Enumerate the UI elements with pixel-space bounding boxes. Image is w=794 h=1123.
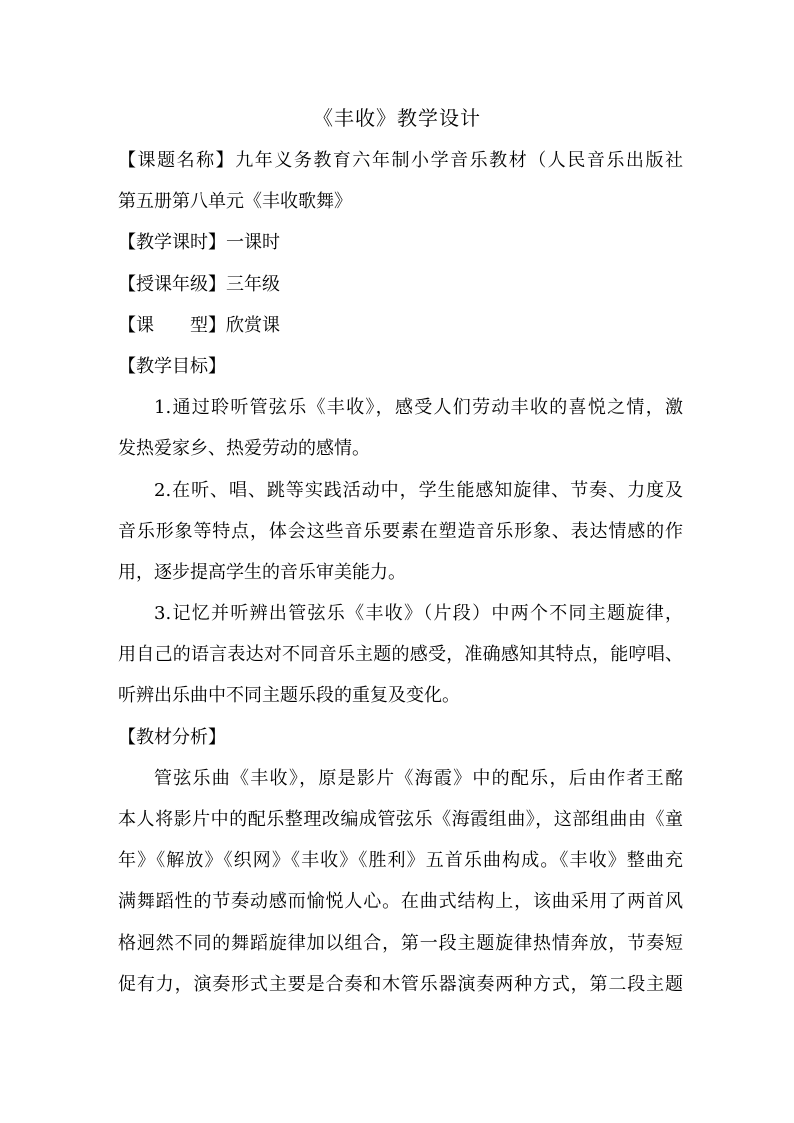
course-name-line-1: 【课题名称】九年义务教育六年制小学音乐教材（人民音乐出版社 bbox=[118, 150, 683, 171]
lesson-type bbox=[118, 305, 683, 346]
lesson-hours: 【教学课时】一课时 bbox=[118, 232, 280, 254]
analysis-line-4: 满舞蹈性的节奏动感而愉悦人心。在曲式结构上，该曲采用了两首风 bbox=[118, 891, 683, 913]
analysis-heading: 【教材分析】 bbox=[118, 726, 226, 748]
objectives-heading: 【教学目标】 bbox=[118, 355, 226, 377]
course-name-line-2: 第五册第八单元《丰收歌舞》 bbox=[118, 191, 352, 213]
document-title: 《丰收》教学设计 bbox=[313, 106, 481, 130]
grade: 【授课年级】三年级 bbox=[118, 273, 280, 295]
analysis-line-1: 管弦乐曲《丰收》，原是影片《海霞》中的配乐，后由作者王酩 bbox=[154, 767, 683, 789]
document-body bbox=[118, 140, 683, 1005]
analysis-line-6: 促有力，演奏形式主要是合奏和木管乐器演奏两种方式，第二段主题 bbox=[118, 973, 683, 995]
objective-2-line-2: 音乐形象等特点，体会这些音乐要素在塑造音乐形象、表达情感的作 bbox=[118, 520, 683, 542]
objective-3-line-2: 用自己的语言表达对不同音乐主题的感受，准确感知其特点，能哼唱、 bbox=[118, 644, 683, 666]
lesson-type-label-end: 型】 bbox=[190, 314, 226, 336]
objective-3-line-3: 听辨出乐曲中不同主题乐段的重复及变化。 bbox=[118, 685, 460, 707]
analysis-line-2: 本人将影片中的配乐整理改编成管弦乐《海霞组曲》，这部组曲由《童 bbox=[118, 809, 683, 830]
objective-1-line-2: 发热爱家乡、热爱劳动的感情。 bbox=[118, 438, 370, 460]
analysis-line-5: 格迥然不同的舞蹈旋律加以组合，第一段主题旋律热情奔放，节奏短 bbox=[118, 932, 683, 954]
objective-1-line-1: 1.通过聆听管弦乐《丰收》，感受人们劳动丰收的喜悦之情，激 bbox=[154, 397, 683, 419]
analysis-line-3: 年》《解放》《织网》《丰收》《胜利》五首乐曲构成。《丰收》整曲充 bbox=[118, 850, 683, 872]
objective-2-line-3: 用，逐步提高学生的音乐审美能力。 bbox=[118, 561, 406, 583]
objective-2-line-1: 2.在听、唱、跳等实践活动中，学生能感知旋律、节奏、力度及 bbox=[154, 479, 683, 501]
objective-3-line-1: 3.记忆并听辨出管弦乐《丰收》（片段）中两个不同主题旋律， bbox=[154, 603, 683, 625]
lesson-type-label-start: 【课 bbox=[118, 314, 154, 336]
lesson-type-value: 欣赏课 bbox=[226, 314, 280, 336]
